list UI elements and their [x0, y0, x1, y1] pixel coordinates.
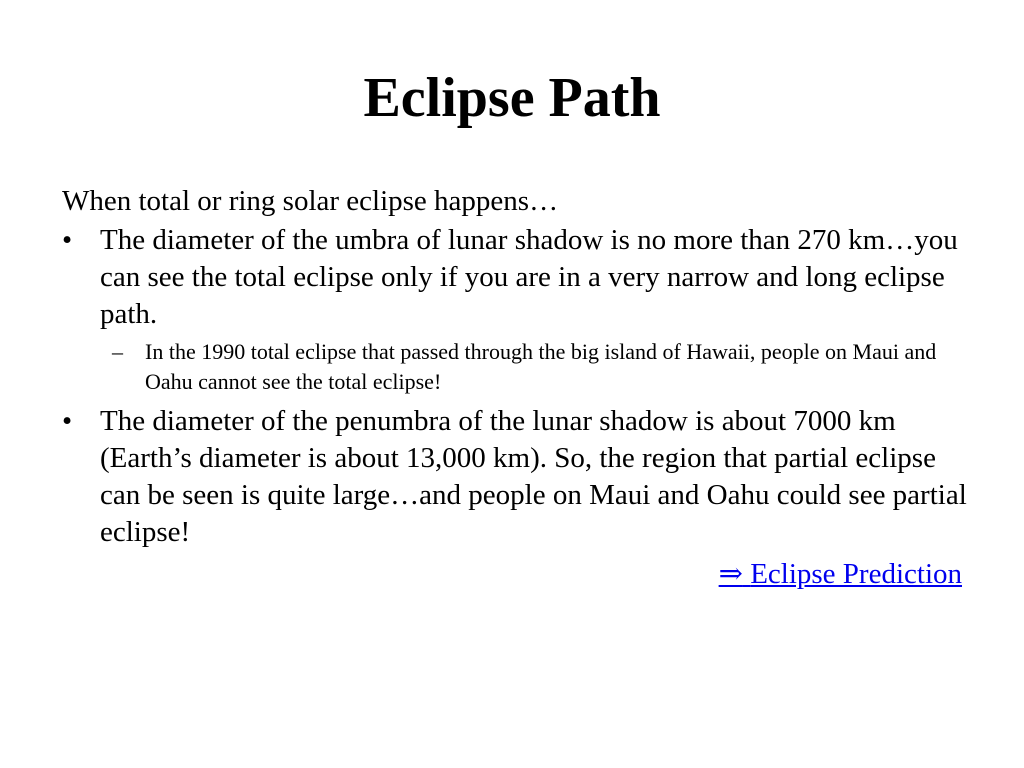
- slide-body: [62, 182, 972, 593]
- bullet-penumbra: [62, 403, 972, 551]
- sub-bullet-text: In the 1990 total eclipse that passed through the big island of Hawaii, people on Maui and Oahu cannot see the total eclipse!: [145, 339, 937, 394]
- link-row: [62, 555, 972, 593]
- bullet-marker: •: [62, 224, 73, 256]
- bullet-text: The diameter of the umbra of lunar shadow is no more than 270 km…you can see the total eclipse only if you are in a very narrow and long eclipse path.: [100, 224, 958, 330]
- slide-title: Eclipse Path: [363, 67, 661, 129]
- link-label: Eclipse Prediction: [750, 558, 962, 590]
- eclipse-prediction-link[interactable]: [719, 558, 962, 590]
- intro-text: When total or ring solar eclipse happens…: [62, 185, 559, 217]
- sub-bullet-marker: –: [112, 339, 123, 364]
- bullet-marker: •: [62, 405, 73, 437]
- bullet-umbra: [62, 222, 972, 333]
- right-double-arrow-icon: ⇒: [718, 558, 743, 590]
- sub-bullet-hawaii: [62, 337, 972, 397]
- bullet-text: The diameter of the penumbra of the lunar shadow is about 7000 km (Earth’s diameter is about 13,000 km). So, the region that partial eclipse can be seen is quite large…and people on Maui and Oahu could see partial eclipse!: [100, 405, 967, 548]
